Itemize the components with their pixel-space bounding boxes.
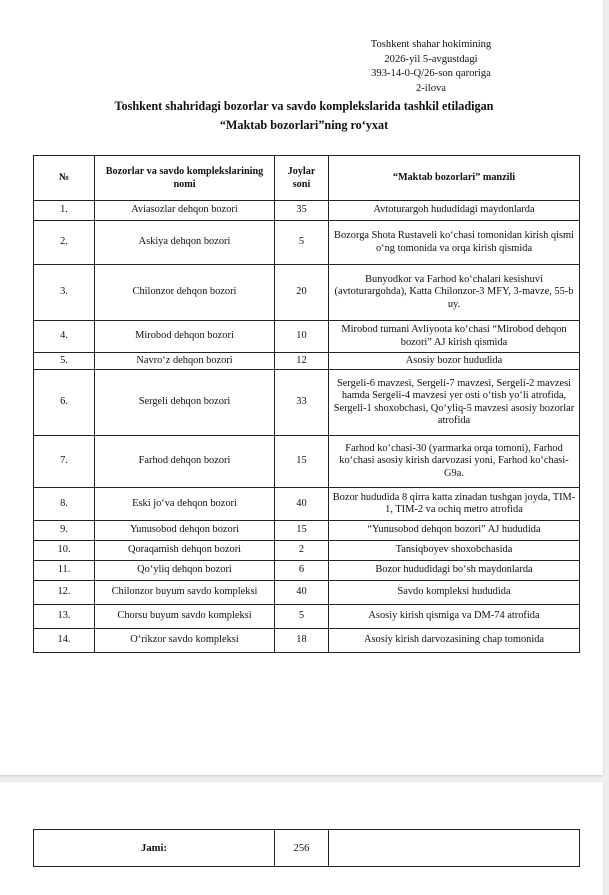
row-address: Avtoturargoh hududidagi maydonlarda — [329, 201, 580, 221]
approval-line: 2026-yil 5-avgustdagi — [384, 53, 478, 65]
table-row — [34, 221, 580, 265]
row-address: Tansiqboyev shoxobchasida — [329, 541, 580, 561]
row-market-name: Navro‘z dehqon bozori — [95, 353, 275, 370]
totals-row — [34, 830, 580, 867]
row-number: 3. — [34, 265, 95, 321]
row-places-count: 10 — [275, 321, 329, 353]
markets-table — [33, 155, 580, 653]
document-title — [30, 97, 578, 135]
row-places-count: 15 — [275, 521, 329, 541]
row-market-name: Aviasozlar dehqon bozori — [95, 201, 275, 221]
row-number: 9. — [34, 521, 95, 541]
table-row — [34, 321, 580, 353]
totals-count: 256 — [275, 830, 329, 867]
row-number: 10. — [34, 541, 95, 561]
row-number: 5. — [34, 353, 95, 370]
row-address: Bozor hududida 8 qirra katta zinadan tushgan joyda, TIM-1, TIM-2 va ochiq metro atrofida — [329, 488, 580, 521]
row-places-count: 2 — [275, 541, 329, 561]
row-address: Mirobod tumani Avliyoota ko‘chasi “Mirobod dehqon bozori” AJ kirish qismida — [329, 321, 580, 353]
totals-table — [33, 829, 580, 867]
row-market-name: Chilonzor buyum savdo kompleksi — [95, 581, 275, 605]
row-market-name: Qoraqamish dehqon bozori — [95, 541, 275, 561]
row-number: 14. — [34, 629, 95, 653]
title-line: Toshkent shahridagi bozorlar va savdo komplekslarida tashkil etiladigan — [114, 99, 494, 113]
approval-line: 393-14-0-Q/26-son qaroriga — [371, 68, 491, 79]
table-row — [34, 488, 580, 521]
title-line: “Maktab bozorlari”ning ro‘yxat — [219, 118, 389, 132]
row-places-count: 33 — [275, 370, 329, 436]
table-row — [34, 581, 580, 605]
table-row — [34, 561, 580, 581]
approval-block — [352, 38, 510, 96]
row-number: 1. — [34, 201, 95, 221]
row-market-name: Eski jo‘va dehqon bozori — [95, 488, 275, 521]
row-market-name: Qo‘yliq dehqon bozori — [95, 561, 275, 581]
row-number: 12. — [34, 581, 95, 605]
row-market-name: Yunusobod dehqon bozori — [95, 521, 275, 541]
row-address: Asosiy kirish darvozasining chap tomonida — [329, 629, 580, 653]
table-row — [34, 436, 580, 488]
row-address: Bunyodkor va Farhod ko‘chalari kesishuvi (avtoturargohda), Katta Chilonzor-3 MFY, 3-mavze, 55-b uy. — [329, 265, 580, 321]
row-address: Bozor hududidagi bo‘sh maydonlarda — [329, 561, 580, 581]
header-address: “Maktab bozorlari” manzili — [329, 156, 580, 201]
row-market-name: Sergeli dehqon bozori — [95, 370, 275, 436]
table-row — [34, 201, 580, 221]
row-address: Asosiy kirish qismiga va DM-74 atrofida — [329, 605, 580, 629]
table-row — [34, 541, 580, 561]
row-number: 4. — [34, 321, 95, 353]
row-address: Sergeli-6 mavzesi, Sergeli-7 mavzesi, Sergeli-2 mavzesi hamda Sergeli-4 mavzesi yer osti o‘tish yo‘li atrofida, Sergeli-1 shoxobchasi, Qo‘yliq-5 mavzesi asosiy bozorlar atrofida — [329, 370, 580, 436]
header-num: № — [34, 156, 95, 201]
row-number: 11. — [34, 561, 95, 581]
row-number: 2. — [34, 221, 95, 265]
row-number: 8. — [34, 488, 95, 521]
row-address: Asosiy bozor hududida — [329, 353, 580, 370]
table-body — [34, 201, 580, 653]
approval-line: Toshkent shahar hokimining — [370, 39, 492, 50]
totals-address — [329, 830, 580, 867]
row-places-count: 5 — [275, 221, 329, 265]
row-places-count: 40 — [275, 488, 329, 521]
row-market-name: Mirobod dehqon bozori — [95, 321, 275, 353]
row-address: “Yunusobod dehqon bozori” AJ hududida — [329, 521, 580, 541]
row-places-count: 15 — [275, 436, 329, 488]
row-number: 7. — [34, 436, 95, 488]
row-market-name: Farhod dehqon bozori — [95, 436, 275, 488]
totals-label: Jami: — [34, 830, 275, 867]
row-address: Bozorga Shota Rustaveli ko‘chasi tomonidan kirish qismi o‘ng tomonida va orqa kirish qismida — [329, 221, 580, 265]
header-name: Bozorlar va savdo komplekslarining nomi — [95, 156, 275, 201]
table-row — [34, 605, 580, 629]
row-places-count: 40 — [275, 581, 329, 605]
table-row — [34, 521, 580, 541]
row-places-count: 20 — [275, 265, 329, 321]
row-places-count: 12 — [275, 353, 329, 370]
header-count: Joylar soni — [275, 156, 329, 201]
row-number: 13. — [34, 605, 95, 629]
table-row — [34, 353, 580, 370]
row-market-name: Askiya dehqon bozori — [95, 221, 275, 265]
row-number: 6. — [34, 370, 95, 436]
approval-line: 2-ilova — [415, 82, 446, 94]
table-row — [34, 629, 580, 653]
row-places-count: 6 — [275, 561, 329, 581]
row-address: Savdo kompleksi hududida — [329, 581, 580, 605]
row-address: Farhod ko‘chasi-30 (yarmarka orqa tomoni), Farhod ko‘chasi asosiy kirish darvozasi yoni, Farhod ko‘chasi-G9a. — [329, 436, 580, 488]
table-row — [34, 265, 580, 321]
row-market-name: O‘rikzor savdo kompleksi — [95, 629, 275, 653]
row-places-count: 5 — [275, 605, 329, 629]
table-row — [34, 370, 580, 436]
row-market-name: Chilonzor dehqon bozori — [95, 265, 275, 321]
row-market-name: Chorsu buyum savdo kompleksi — [95, 605, 275, 629]
table-header-row — [34, 156, 580, 201]
row-places-count: 18 — [275, 629, 329, 653]
row-places-count: 35 — [275, 201, 329, 221]
